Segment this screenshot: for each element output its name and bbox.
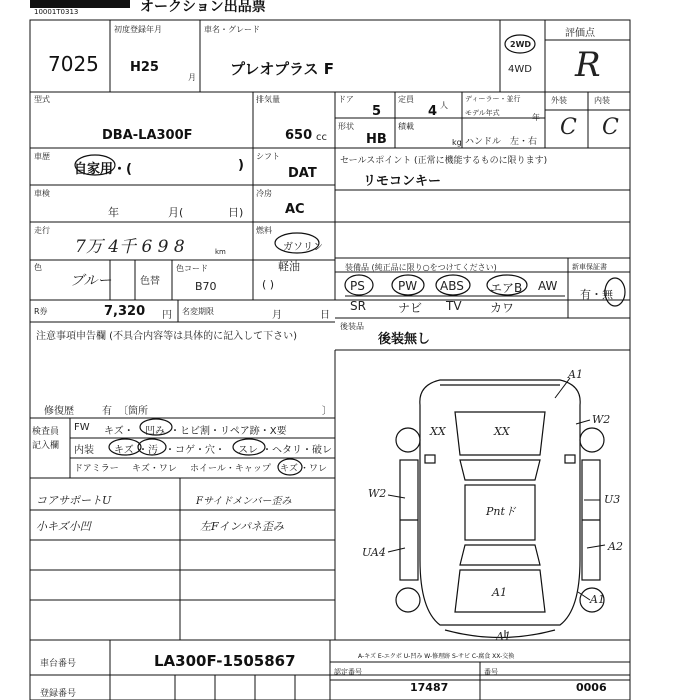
mark-a2: A2 bbox=[608, 540, 623, 553]
equipment-navi: ナビ bbox=[398, 301, 423, 315]
footer-label-1: 認定番号 bbox=[334, 668, 362, 676]
recycle-value: 7,320 bbox=[104, 304, 146, 319]
equipment-leather: カワ bbox=[490, 301, 515, 315]
usage-close: ) bbox=[238, 158, 244, 173]
equipment-pw: PW bbox=[398, 279, 418, 293]
footer-label-2: 番号 bbox=[484, 668, 498, 676]
inspector-mirror: ドアミラー bbox=[74, 464, 119, 474]
dealer-label: ディーラー・並行 bbox=[465, 95, 521, 103]
inspector-int-dirt: ・汚 bbox=[138, 445, 158, 456]
load-unit: kg bbox=[452, 138, 462, 147]
inspector-label2: 記入欄 bbox=[32, 441, 60, 451]
inspection-year: 年 bbox=[108, 206, 119, 219]
repair-history-value: 有 bbox=[102, 406, 112, 417]
repair-history-close: 〕 bbox=[322, 406, 332, 417]
displacement-value: 650 bbox=[285, 128, 313, 143]
registration-unit: 月 bbox=[188, 73, 196, 82]
equipment-label: 装備品 (純正品に限り○をつけてください) bbox=[345, 263, 497, 272]
capacity-value: 4 bbox=[428, 104, 438, 119]
mark-ua4: UA4 bbox=[362, 546, 386, 559]
inspection-label: 車検 bbox=[34, 189, 50, 198]
drive-alt: 4WD bbox=[508, 64, 532, 75]
warranty-label: 新車保証書 bbox=[572, 263, 607, 271]
handle-label: ハンドル bbox=[465, 137, 502, 147]
fuel-value: ガソリン bbox=[283, 242, 323, 253]
mark-a1-bottom: A1 bbox=[496, 630, 511, 643]
damage-legend: A-キズ E-エクボ U-凹み W-修理跡 S-サビ C-腐食 XX-交換 bbox=[358, 653, 515, 660]
displacement-unit: cc bbox=[316, 132, 327, 143]
recycle-label: R券 bbox=[34, 307, 48, 316]
mark-w2-left: W2 bbox=[368, 487, 387, 500]
lot-number: 7025 bbox=[48, 52, 99, 76]
model-value: DBA-LA300F bbox=[102, 128, 193, 143]
capacity-unit: 人 bbox=[440, 101, 448, 110]
aircon-label: 冷房 bbox=[256, 189, 272, 198]
mark-a1-side: A1 bbox=[590, 593, 605, 606]
inspector-int-burn: ・コゲ・穴・ bbox=[165, 445, 225, 456]
color-value: ブルー bbox=[70, 273, 112, 289]
score-label: 評価点 bbox=[565, 28, 595, 39]
body-type-label: 形状 bbox=[338, 122, 354, 131]
registration-no-label: 登録番号 bbox=[40, 689, 77, 699]
equipment-airbag: エアB bbox=[490, 281, 523, 295]
warranty-value: 有・無 bbox=[580, 288, 613, 301]
equipment-sr: SR bbox=[350, 299, 366, 313]
mark-u3: U3 bbox=[604, 493, 621, 506]
doors-value: 5 bbox=[372, 104, 382, 119]
shift-value: DAT bbox=[288, 166, 317, 181]
inspection-month: 月( bbox=[168, 206, 184, 219]
mileage-label: 走行 bbox=[34, 226, 50, 235]
mark-xx-right: XX bbox=[494, 425, 510, 438]
inspector-fw: FW bbox=[74, 422, 90, 433]
score-value: R bbox=[575, 45, 601, 85]
note-left-1: コアサポートU bbox=[36, 494, 112, 507]
inspector-wheel-crack: ・ワレ bbox=[300, 464, 328, 474]
name-change-month: 月 bbox=[272, 310, 282, 321]
inspector-interior: 内装 bbox=[74, 445, 94, 456]
inspection-day: 日) bbox=[228, 206, 244, 219]
fuel-alt: 軽油 bbox=[278, 260, 300, 273]
model-year-label: モデル年式 bbox=[465, 109, 500, 117]
name-change-day: 日 bbox=[320, 310, 330, 321]
usage-label: 車歴 bbox=[34, 152, 50, 161]
usage-value: 自家用・( bbox=[74, 162, 132, 177]
inspector-mirror-damage: キズ・ワレ bbox=[132, 464, 177, 474]
shift-label: シフト bbox=[256, 152, 280, 161]
equipment-ps: PS bbox=[350, 279, 365, 293]
note-right-1: Fサイドメンバー歪み bbox=[196, 496, 292, 507]
frame-number-label: 車台番号 bbox=[40, 659, 77, 669]
exterior-value: C bbox=[560, 115, 577, 140]
notes-label: 注意事項申告欄 (不具合内容等は具体的に記入して下さい) bbox=[36, 331, 297, 342]
mileage-unit: km bbox=[215, 248, 226, 256]
color-code-label: 色コード bbox=[176, 264, 208, 273]
post-equipment-value: 後装無し bbox=[378, 332, 431, 347]
sales-point-label: セールスポイント (正常に機能するものに限ります) bbox=[340, 156, 548, 166]
model-label: 型式 bbox=[34, 95, 50, 104]
top-code: 10001T0313 bbox=[34, 8, 79, 16]
inspector-int-rest: ・ヘタリ・破レ bbox=[262, 445, 332, 456]
handle-value: 左・右 bbox=[510, 137, 538, 147]
interior-value: C bbox=[602, 115, 619, 140]
body-type-value: HB bbox=[366, 132, 387, 147]
color-code-value: B70 bbox=[195, 280, 217, 293]
fuel-other: ( ) bbox=[262, 278, 275, 291]
mileage-value: 7万 4千 6 9 8 bbox=[75, 237, 185, 257]
model-year-unit: 年 bbox=[532, 113, 540, 122]
footer-value-2: 0006 bbox=[576, 681, 607, 694]
repair-history-label: 修復歴 bbox=[44, 406, 74, 417]
sales-point-value: リモコンキー bbox=[363, 174, 442, 189]
registration-value: H25 bbox=[130, 60, 159, 75]
load-label: 積載 bbox=[398, 122, 414, 131]
repair-history-bracket: 〔箇所 bbox=[118, 406, 148, 417]
name-change-label: 名変期限 bbox=[182, 307, 214, 316]
color-change-label: 色替 bbox=[140, 276, 160, 287]
mark-w2-right: W2 bbox=[592, 413, 611, 426]
equipment-abs: ABS bbox=[440, 279, 464, 293]
inspector-wheel: ホイール・キャップ bbox=[190, 464, 271, 474]
inspector-wheel-scratch: キズ bbox=[280, 464, 298, 474]
equipment-tv: TV bbox=[446, 299, 462, 313]
inspector-fw-rest: ・ヒビ割・リペア跡・X要 bbox=[170, 426, 287, 437]
fuel-label: 燃料 bbox=[256, 226, 272, 235]
frame-number-value: LA300F-1505867 bbox=[154, 652, 296, 670]
sheet-title: オークション出品票 bbox=[140, 0, 266, 15]
inspector-int-scratch: キズ bbox=[114, 445, 134, 456]
exterior-label: 外装 bbox=[551, 96, 567, 105]
mark-a1-top: A1 bbox=[568, 368, 583, 381]
interior-label: 内装 bbox=[594, 96, 610, 105]
equipment-aw: AW bbox=[538, 279, 558, 293]
mark-xx-left: XX bbox=[430, 425, 446, 438]
car-name-label: 車名・グレード bbox=[204, 25, 260, 34]
doors-label: ドア bbox=[338, 95, 354, 104]
recycle-unit: 円 bbox=[162, 310, 172, 321]
post-equipment-label: 後装品 bbox=[340, 322, 364, 331]
color-label: 色 bbox=[34, 263, 42, 272]
inspector-label1: 検査員 bbox=[32, 427, 60, 437]
mark-roof: Pntド bbox=[486, 505, 516, 518]
inspector-fw-scratch: キズ・ bbox=[104, 426, 134, 437]
aircon-value: AC bbox=[285, 202, 305, 217]
drive-badge: 2WD bbox=[510, 40, 532, 49]
footer-value-1: 17487 bbox=[410, 681, 449, 694]
displacement-label: 排気量 bbox=[256, 95, 280, 104]
mark-a1-rear: A1 bbox=[492, 586, 507, 599]
car-name-value: プレオプラス F bbox=[230, 60, 334, 78]
capacity-label: 定員 bbox=[398, 95, 414, 104]
inspector-fw-dent: 凹み bbox=[145, 426, 165, 437]
note-left-2: 小キズ小凹 bbox=[36, 520, 91, 533]
registration-label: 初度登録年月 bbox=[114, 25, 162, 34]
inspector-int-wear: スレ bbox=[238, 445, 258, 456]
note-right-2: 左Fインパネ歪み bbox=[200, 520, 284, 533]
